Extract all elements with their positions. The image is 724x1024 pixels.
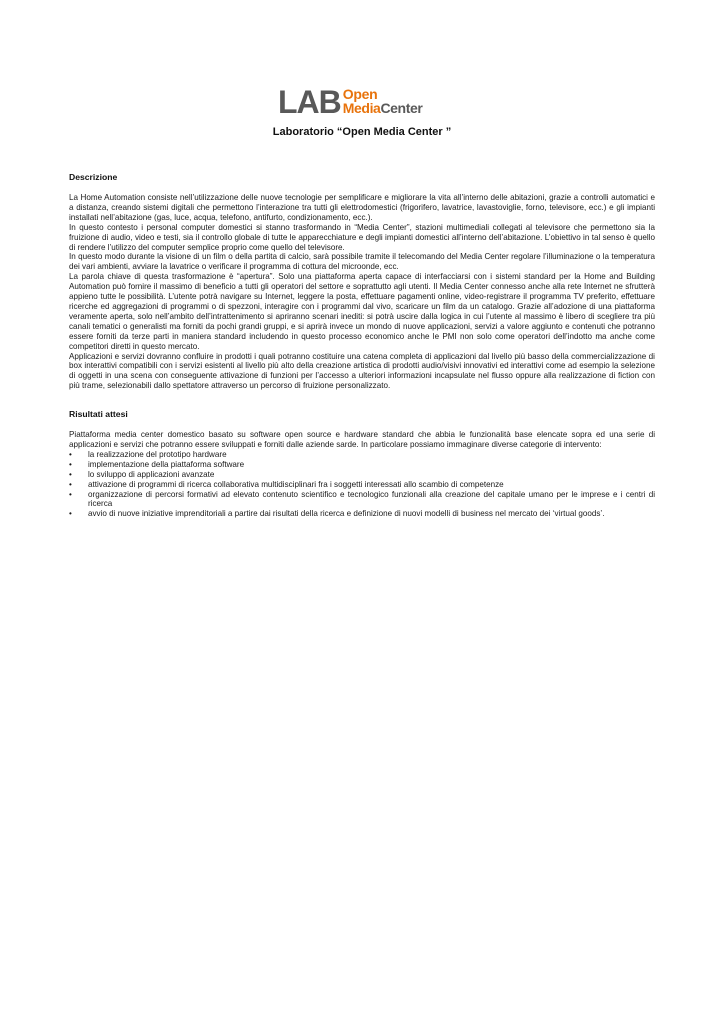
logo-center-text: Center (380, 100, 423, 116)
bullet-icon: • (69, 479, 72, 489)
list-item (69, 480, 655, 490)
paragraph: In questo modo durante la visione di un film o della partita di calcio, sarà possibile tramite il telecomando del Media Center regolare l’illuminazione o la temperatura dei vari ambienti, avviare la lavatrice o verificare il programma di cottura del microonde, ecc. (69, 252, 655, 272)
list-item-text: implementazione della piattaforma software (88, 459, 245, 469)
paragraph: La parola chiave di questa trasformazione è “apertura”. Solo una piattaforma aperta capace di interfacciarsi con i sistemi standard per la Home and Building Automation può fornire il massimo di beneficio a tutti gli operatori del settore e soprattutto agli utenti. Il Media Center connesso anche alla rete Internet ne sfrutterà appieno tutte le possibilità. L’utente potrà navigare su Internet, leggere la posta, effettuare pagamenti online, video-registrare il programma TV preferito, effettuare ricerche ed aggregazioni di programmi o di spezzoni, interagire con i programmi dal vivo, scaricare un film da un catalogo. Grazie all’adozione di una piattaforma veramente aperta, solo nell’ambito dell’intrattenimento si apriranno scenari inediti: si potrà uscire dalla logica in cui l’utente al massimo è libero di scegliere tra più canali tematici o generalisti ma forniti da pochi grandi gruppi, e si aprirà invece un mondo di nuove applicazioni, servizi a valore aggiunto e contenuti che potranno essere forniti da terze parti in maniera standard includendo in questo processo economico anche le PMI non solo come operatori dell’indotto ma anche come competitori diretti in questo mercato. (69, 272, 655, 351)
list-item (69, 470, 655, 480)
section-heading-risultati: Risultati attesi (69, 409, 128, 420)
bullet-icon: • (69, 509, 72, 519)
bullet-icon: • (69, 489, 72, 499)
logo-wordmark (343, 88, 423, 115)
lab-open-media-center-logo (278, 84, 423, 120)
risultati-intro (69, 430, 655, 450)
list-item-text: avvio di nuove iniziative imprenditoriali a partire dai risultati della ricerca e definizione di nuovi modelli di business nel mercato dei ‘virtual goods’. (88, 509, 605, 519)
logo-media-initial: Media (342, 100, 381, 116)
list-item-text: attivazione di programmi di ricerca collaborativa multidisciplinari fra i soggetti interessati allo scambio di competenze (88, 479, 504, 489)
logo-lab-text: LAB (278, 84, 341, 120)
section-heading-descrizione: Descrizione (69, 172, 118, 182)
list-item (69, 509, 655, 519)
risultati-section (69, 409, 655, 519)
paragraph: La Home Automation consiste nell’utilizzazione delle nuove tecnologie per semplificare e migliorare la vita all’interno delle abitazioni, grazie a controlli automatici e a distanza, creando sistemi digitali che permettono l’interazione tra tutti gli elettrodomestici (frigorifero, lavatrice, lavastoviglie, forno, televisore, ecc.) e gli impianti installati nell’abitazione (gas, luce, acqua, telefono, antifurto, condizionamento, ecc.). (69, 193, 655, 222)
paragraph: Applicazioni e servizi dovranno confluire in prodotti i quali potranno costituire una catena completa di applicazioni dal livello più basso della commercializzazione di box interattivi compatibili con i servizi esistenti al livello più alto della creazione artistica di prodotti audio/visivi innovativi ed interattivi come ad esempio la selezione di oggetti in una scena con conseguente attivazione di funzioni per l’accesso a ulteriori informazioni incapsulate nel flusso oppure alla realizzazione di fiction con più trame, selezionabili dallo spettatore attraverso un percorso di fruizione personalizzato. (69, 351, 655, 391)
list-item-text: lo sviluppo di applicazioni avanzate (88, 469, 215, 479)
list-item (69, 460, 655, 470)
list-item-text: la realizzazione del prototipo hardware (88, 449, 227, 459)
bullet-icon: • (69, 469, 72, 479)
risultati-list (69, 450, 655, 519)
paragraph: Piattaforma media center domestico basato su software open source e hardware standard che abbia le funzionalità base elencate sopra ed una serie di applicazioni e servizi che potranno essere sviluppati e forniti dalle aziende sarde. In particolare possiamo immaginare diverse categorie di intervento: (69, 430, 655, 450)
list-item-text: organizzazione di percorsi formativi ad elevato contenuto scientifico e tecnologico funzionali alla creazione del capitale umano per le imprese e i centri di ricerca (88, 489, 655, 509)
document-body (69, 172, 655, 519)
logo-media-center-text (343, 101, 423, 115)
logo-open-text: Open (342, 86, 378, 102)
list-item (69, 450, 655, 460)
descrizione-paragraphs (69, 193, 655, 391)
paragraph: In questo contesto i personal computer domestici si stanno trasformando in “Media Center”, stazioni multimediali collegati al televisore che permettono sia la fruizione di audio, video e testi, sia il controllo globale di tutte le apparecchiature e degli impianti domestici all’interno dell’abitazione. L’obiettivo in tal senso è quello di rendere l’utilizzo del computer semplice proprio come quello del televisore. (69, 222, 655, 252)
bullet-icon: • (69, 449, 72, 459)
document-title: Laboratorio “Open Media Center ” (272, 126, 452, 138)
bullet-icon: • (69, 459, 72, 469)
list-item (69, 490, 655, 510)
